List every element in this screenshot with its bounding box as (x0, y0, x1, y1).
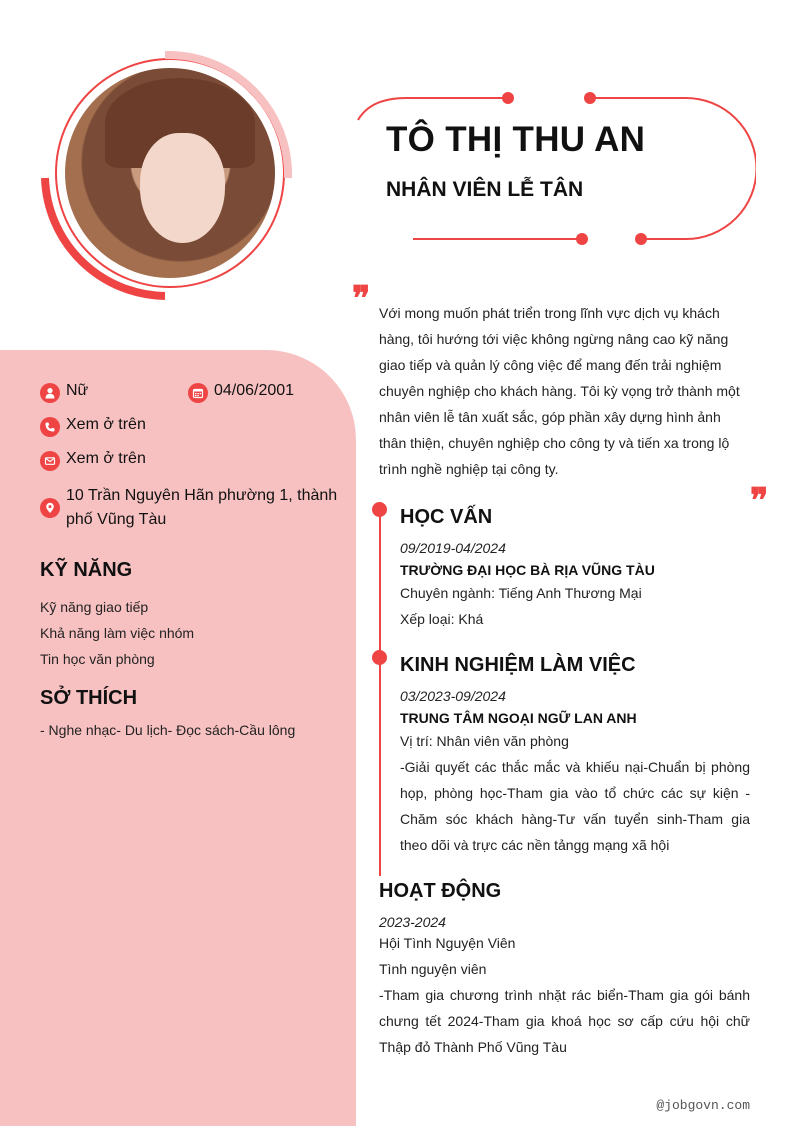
contact-email (40, 450, 146, 471)
user-icon (40, 383, 60, 403)
activities-role: Tình nguyện viên (379, 961, 487, 977)
skills-list (40, 594, 194, 672)
avatar (65, 68, 275, 278)
gender-value: Nữ (66, 382, 89, 399)
experience-company: TRUNG TÂM NGOẠI NGỮ LAN ANH (400, 710, 637, 726)
education-major: Chuyên ngành: Tiếng Anh Thương Mại (400, 585, 642, 601)
skill-item: Kỹ năng giao tiếp (40, 599, 149, 615)
phone-value: Xem ở trên (66, 416, 146, 433)
job-title: NHÂN VIÊN LỄ TÂN (386, 178, 584, 201)
timeline-line (379, 508, 381, 876)
education-section (400, 506, 750, 632)
birthday-value: 04/06/2001 (214, 382, 295, 399)
experience-heading: KINH NGHIỆM LÀM VIỆC (400, 654, 636, 676)
contact-address (40, 484, 340, 532)
hobbies-text: - Nghe nhạc- Du lịch- Đọc sách-Cầu lông (40, 722, 296, 738)
skill-item: Khả năng làm việc nhóm (40, 625, 195, 641)
address-value: 10 Trần Nguyên Hãn phường 1, thành phố Vũng Tàu (66, 487, 338, 528)
contact-birthday (188, 382, 294, 403)
experience-date: 03/2023-09/2024 (400, 688, 506, 704)
avatar-block (40, 50, 300, 300)
skill-item: Tin học văn phòng (40, 651, 155, 667)
mail-icon (40, 451, 60, 471)
timeline-dot (372, 650, 387, 665)
phone-icon (40, 417, 60, 437)
activities-section (379, 880, 750, 1060)
quote-open-icon: ❞ (352, 279, 371, 319)
quote-close-icon: ❞ (750, 481, 769, 521)
activities-heading: HOẠT ĐỘNG (379, 880, 502, 902)
activities-date: 2023-2024 (379, 914, 446, 930)
candidate-name: TÔ THỊ THU AN (386, 120, 646, 159)
career-summary: Với mong muốn phát triển trong lĩnh vực dịch vụ khách hàng, tôi hướng tới việc không ngừng nâng cao kỹ năng giao tiếp và quản lý công việc để mang đến trải nghiệm chuyên nghiệp cho khách hàng. Tôi kỳ vọng trở thành một nhân viên lễ tân xuất sắc, góp phần xây dựng hình ảnh thân thiện, chuyên nghiệp cho công ty và tiến xa trong lộ trình nghề nghiệp tại công ty. (379, 305, 740, 477)
location-icon (40, 498, 60, 518)
education-rank: Xếp loại: Khá (400, 611, 484, 627)
skills-heading: KỸ NĂNG (40, 559, 133, 581)
contact-phone (40, 416, 146, 437)
education-heading: HỌC VẤN (400, 506, 493, 528)
hobbies-heading: SỞ THÍCH (40, 687, 138, 709)
name-frame (356, 90, 756, 250)
education-date: 09/2019-04/2024 (400, 540, 506, 556)
name-block (356, 90, 756, 250)
timeline-dot (372, 502, 387, 517)
email-value: Xem ở trên (66, 450, 146, 467)
experience-description: -Giải quyết các thắc mắc và khiếu nại-Chuẩn bị phòng họp, phòng học-Tham gia vào tổ chức các sự kiện -Chăm sóc khách hàng-Tư vấn tuyển sinh-Tham gia theo dõi và trực các nền tảngg mạng xã hội (400, 759, 750, 853)
activities-org: Hội Tình Nguyện Viên (379, 935, 516, 951)
education-school: TRƯỜNG ĐẠI HỌC BÀ RỊA VŨNG TÀU (400, 562, 655, 578)
experience-section (400, 654, 750, 858)
watermark: @jobgovn.com (656, 1098, 750, 1113)
activities-description: -Tham gia chương trình nhặt rác biển-Tham gia gói bánh chưng tết 2024-Tham gia khoá học sơ cấp cứu hội chữ Thập đỏ Thành Phố Vũng Tàu (379, 987, 750, 1055)
calendar-icon (188, 383, 208, 403)
experience-position: Vị trí: Nhân viên văn phòng (400, 733, 569, 749)
contact-gender (40, 382, 88, 403)
